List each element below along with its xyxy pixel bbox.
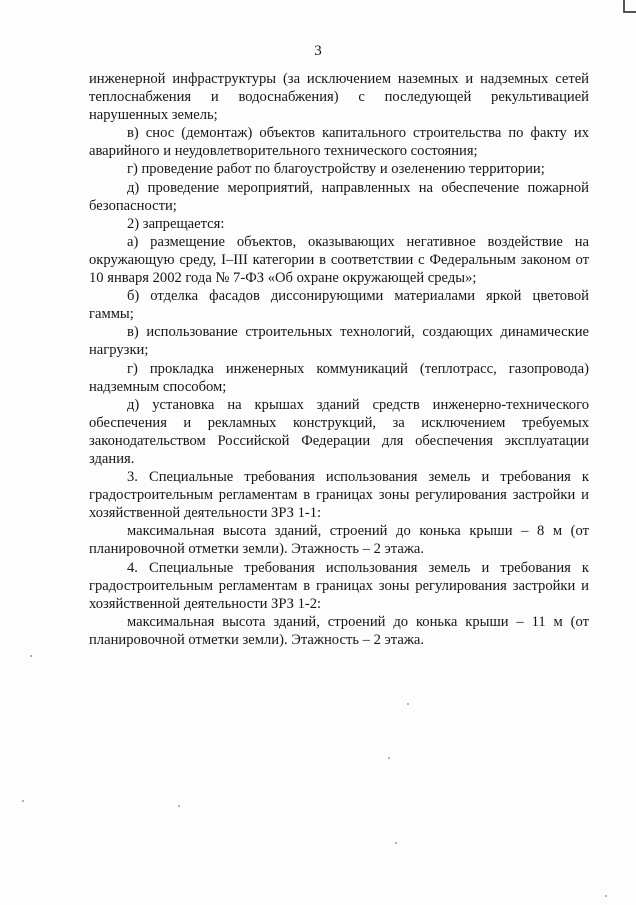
paragraph-item-v-demolition: в) снос (демонтаж) объектов капитального строительства по факту их аварийного и неудовлетворительного технического состояния; bbox=[89, 125, 589, 160]
scan-speck bbox=[178, 805, 180, 807]
paragraph-item-d-roof-equipment: д) установка на крышах зданий средств инженерно-технического обеспечения и рекламных конструкций, за исключением требуемых законодательством Российской Федерации для обеспечения эксплуатации здания. bbox=[89, 396, 589, 467]
page-number: 3 bbox=[314, 43, 322, 59]
paragraph-section-3-height: максимальная высота зданий, строений до конька крыши – 8 м (от планировочной отметки земли). Этажность – 2 этажа. bbox=[89, 523, 589, 558]
paragraph-item-b-facades: б) отделка фасадов диссонирующими материалами яркой цветовой гаммы; bbox=[89, 288, 589, 323]
paragraph-section-4-height: максимальная высота зданий, строений до конька крыши – 11 м (от планировочной отметки земли). Этажность – 2 этажа. bbox=[89, 613, 589, 648]
paragraph-prohibited-heading: 2) запрещается: bbox=[127, 215, 225, 232]
scan-speck bbox=[605, 895, 607, 897]
scan-speck bbox=[30, 655, 32, 657]
paragraph-item-g-utilities: г) прокладка инженерных коммуникаций (теплотрасс, газопровода) надземным способом; bbox=[89, 360, 589, 395]
scan-speck bbox=[407, 703, 409, 705]
paragraph-item-g-landscaping: г) проведение работ по благоустройству и озеленению территории; bbox=[127, 161, 545, 178]
paragraph-section-3: 3. Специальные требования использования земель и требования к градостроительным регламентам в границах зоны регулирования застройки и хозяйственной деятельности ЗРЗ 1-1: bbox=[89, 469, 589, 522]
scan-speck bbox=[388, 757, 390, 759]
paragraph-item-v-dynamic-loads: в) использование строительных технологий, создающих динамические нагрузки; bbox=[89, 324, 589, 359]
paragraph-item-a-negative-impact: а) размещение объектов, оказывающих негативное воздействие на окружающую среду, I–III категории в соответствии с Федеральным законом от 10 января 2002 года № 7-ФЗ «Об охране окружающей среды»; bbox=[89, 233, 589, 287]
document-body bbox=[89, 70, 589, 649]
scan-corner-mark bbox=[623, 0, 636, 13]
paragraph-item-d-fire-safety: д) проведение мероприятий, направленных на обеспечение пожарной безопасности; bbox=[89, 179, 589, 214]
scan-speck bbox=[22, 800, 24, 802]
paragraph-continuation: инженерной инфраструктуры (за исключением наземных и надземных сетей теплоснабжения и водоснабжения) с последующей рекультивацией нарушенных земель; bbox=[89, 71, 589, 124]
scan-speck bbox=[395, 842, 397, 844]
paragraph-section-4: 4. Специальные требования использования земель и требования к градостроительным регламентам в границах зоны регулирования застройки и хозяйственной деятельности ЗРЗ 1-2: bbox=[89, 559, 589, 612]
